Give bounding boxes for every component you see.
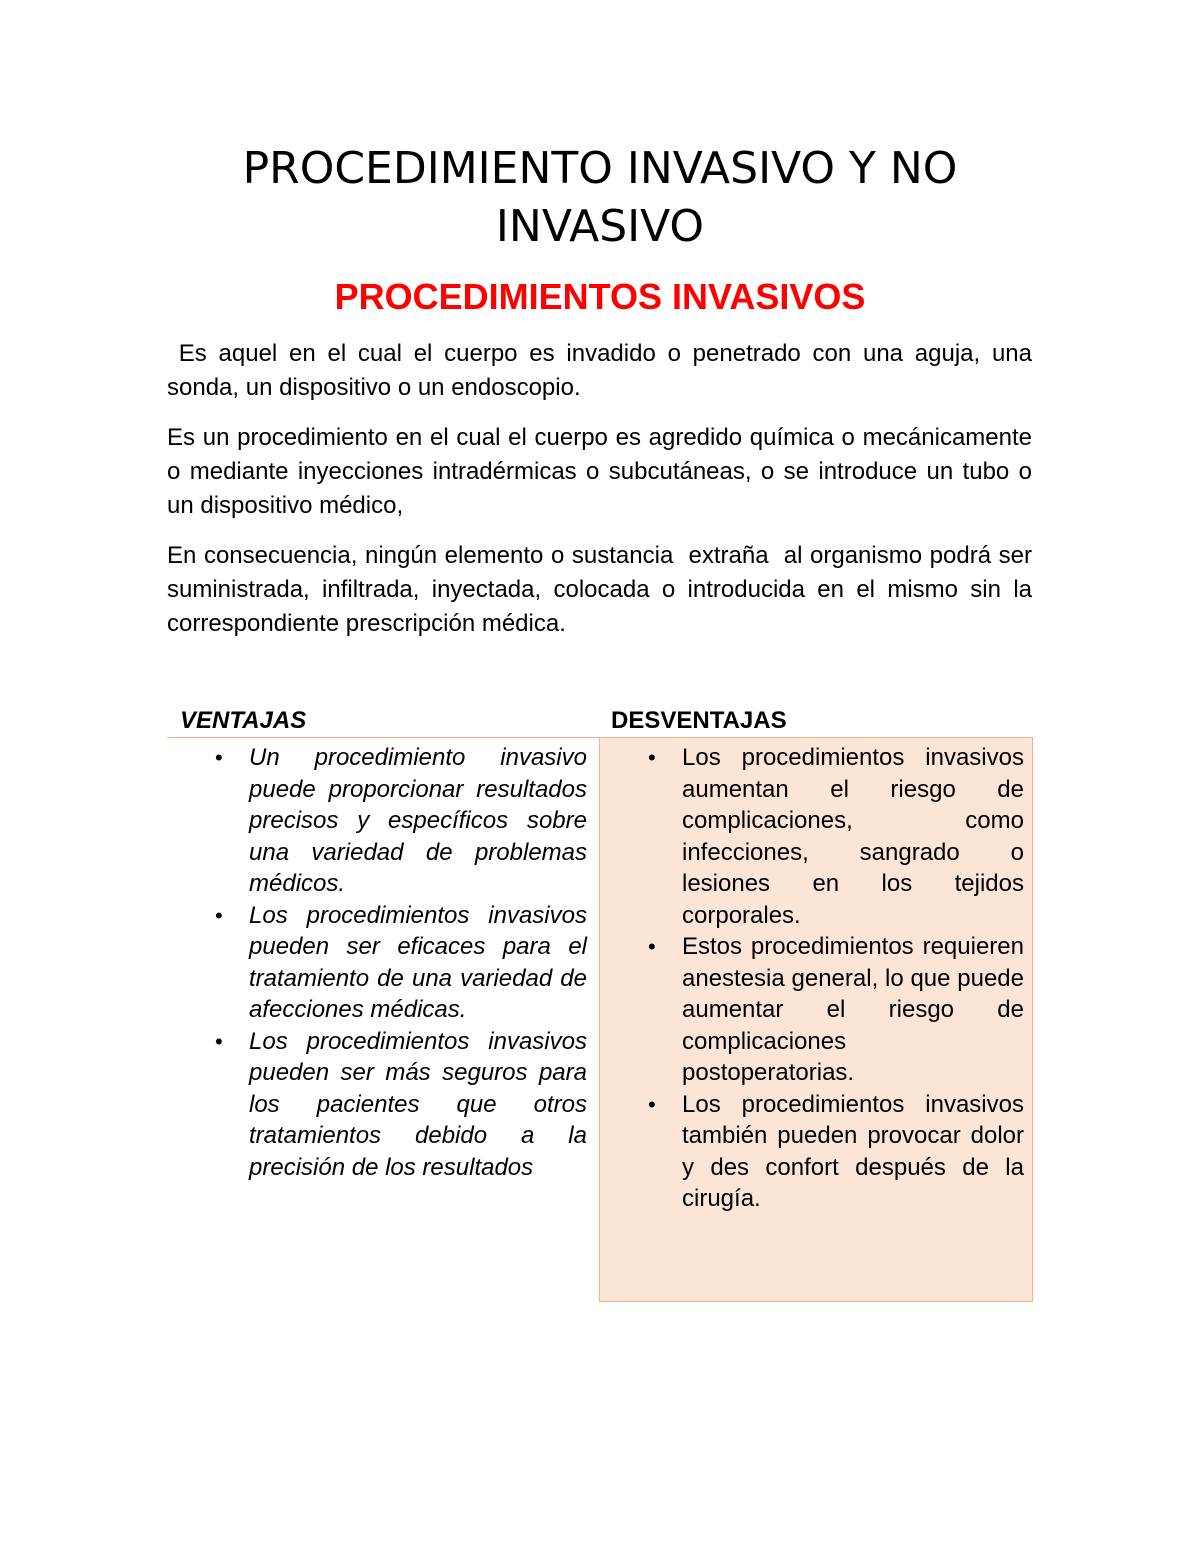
desventaja-text: Los procedimientos invasivos aumentan el riesgo de complicaciones, como infecciones, sangrado o lesiones en los tejidos corporales. — [682, 744, 1024, 929]
desventajas-header: DESVENTAJAS — [611, 707, 787, 734]
desventaja-text: Estos procedimientos requieren anestesia general, lo que puede aumentar el riesgo de complicaciones postoperatorias. — [682, 933, 1024, 1086]
list-item — [648, 931, 1024, 1089]
list-item — [215, 1026, 587, 1184]
desventajas-list — [648, 742, 1024, 1215]
bullet-icon: • — [648, 745, 656, 770]
bullet-icon: • — [215, 1028, 223, 1054]
bullet-icon: • — [215, 902, 223, 928]
list-item — [215, 742, 587, 900]
ventaja-text: Los procedimientos invasivos pueden ser más seguros para los pacientes que otros tratamientos debido a la precisión de los resultados — [249, 1027, 587, 1181]
list-item — [215, 900, 587, 1026]
list-item — [648, 1089, 1024, 1215]
desventajas-column — [599, 737, 1033, 1302]
desventaja-text: Los procedimientos invasivos también pueden provocar dolor y des confort después de la cirugía. — [682, 1090, 1024, 1212]
page-title: PROCEDIMIENTO INVASIVO Y NO INVASIVO — [242, 143, 958, 252]
ventaja-text: Un procedimiento invasivo puede proporcionar resultados precisos y específicos sobre una variedad de problemas médicos. — [249, 744, 587, 897]
bullet-icon: • — [215, 745, 223, 770]
ventajas-column — [167, 737, 599, 1302]
bullet-icon: • — [648, 934, 656, 959]
bullet-icon: • — [648, 1091, 656, 1117]
ventajas-header: VENTAJAS — [180, 707, 307, 734]
section-heading: PROCEDIMIENTOS INVASIVOS — [334, 276, 866, 317]
paragraph-consequence: En consecuencia, ningún elemento o sustancia extraña al organismo podrá ser suministrada, infiltrada, inyectada, colocada o introducida en el mismo sin la correspondiente prescripción médica. — [167, 542, 1039, 637]
ventajas-list — [215, 742, 587, 1183]
list-item — [648, 742, 1024, 931]
paragraph-definition: Es aquel en el cual el cuerpo es invadido o penetrado con una aguja, una sonda, un dispositivo o un endoscopio. — [167, 340, 1039, 401]
paragraph-description: Es un procedimiento en el cual el cuerpo es agredido química o mecánicamente o mediante inyecciones intradérmicas o subcutáneas, o se introduce un tubo o un dispositivo médico, — [167, 424, 1032, 519]
ventaja-text: Los procedimientos invasivos pueden ser eficaces para el tratamiento de una variedad de afecciones médicas. — [249, 901, 587, 1023]
